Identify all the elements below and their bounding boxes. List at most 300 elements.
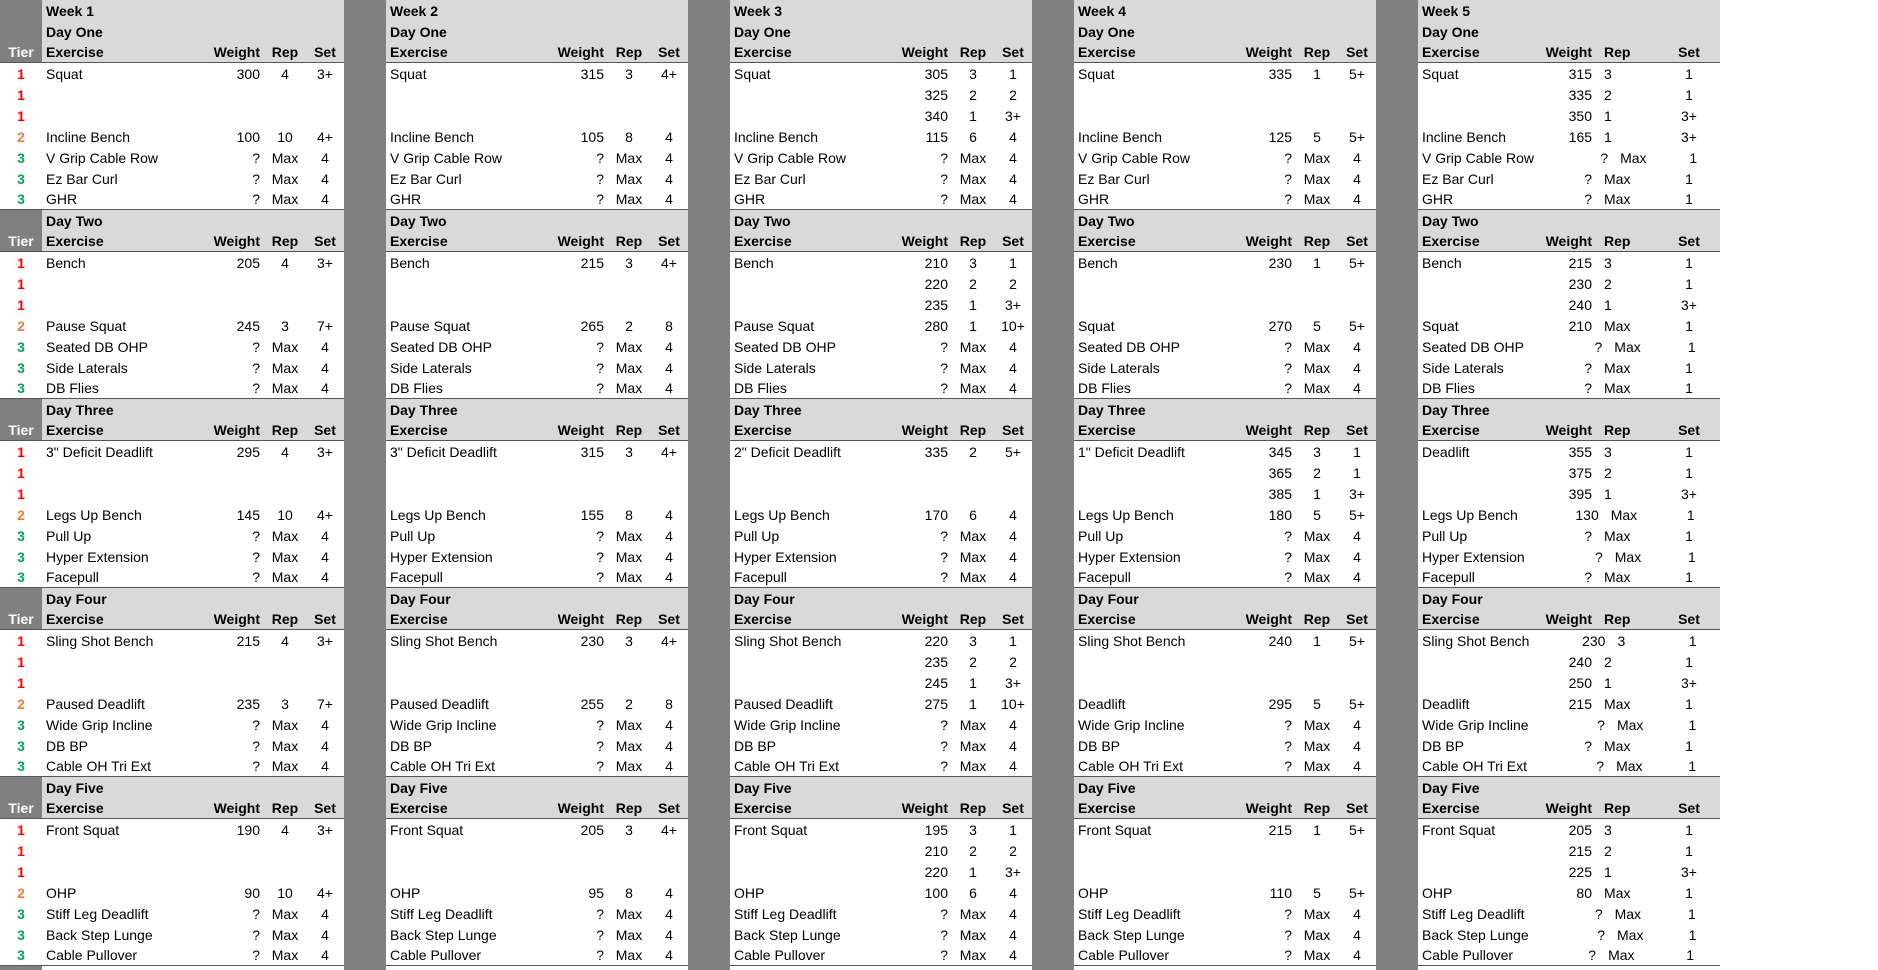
- rep-value: Max: [1604, 191, 1631, 207]
- weight-value: ?: [596, 947, 604, 963]
- rep-value: Max: [271, 170, 299, 187]
- exercise-row: [42, 105, 344, 126]
- exercise-row: [1418, 546, 1720, 567]
- column-header-exercise: Exercise: [46, 422, 104, 438]
- rep-value: 2: [1604, 86, 1612, 103]
- tier-value: 1: [17, 653, 25, 670]
- weight-value: ?: [596, 569, 604, 585]
- day-title: [730, 399, 1032, 420]
- exercise-name: Sling Shot Bench: [390, 632, 498, 649]
- tier-header: Tier: [0, 420, 42, 441]
- set-value: 4: [321, 716, 329, 733]
- exercise-row: [1074, 630, 1376, 651]
- tier-value: 1: [17, 485, 25, 502]
- week-title-text: Week 3: [734, 2, 782, 19]
- tier-cell: [0, 252, 42, 273]
- weight-value: 210: [1568, 317, 1592, 334]
- set-value: 4+: [317, 128, 333, 145]
- rep-value: Max: [959, 569, 987, 585]
- tier-cell: [0, 756, 42, 777]
- exercise-row: [1074, 168, 1376, 189]
- day-title-text: Day Two: [46, 212, 103, 229]
- set-value: 1: [1688, 716, 1697, 733]
- set-value: 5+: [1349, 632, 1365, 649]
- exercise-name: Hyper Extension: [1078, 548, 1181, 565]
- exercise-name: V Grip Cable Row: [1078, 149, 1191, 166]
- rep-value: 3: [969, 65, 977, 82]
- day-title-text: Day Five: [390, 779, 448, 796]
- weight-value: 295: [1268, 695, 1292, 712]
- exercise-name: Hyper Extension: [1422, 548, 1525, 565]
- exercise-row: [730, 252, 1032, 273]
- exercise-name: Deadlift: [1422, 443, 1470, 460]
- exercise-row: [1074, 378, 1376, 399]
- column-header-weight: Weight: [213, 233, 260, 249]
- column-header-rep: Rep: [959, 233, 987, 249]
- weight-value: 205: [580, 821, 604, 838]
- set-value: 4: [1353, 947, 1361, 963]
- weight-value: ?: [940, 149, 948, 166]
- weight-value: ?: [1284, 947, 1292, 963]
- exercise-row: [386, 357, 688, 378]
- rep-value: Max: [959, 905, 987, 922]
- set-value: 4+: [661, 65, 677, 82]
- column-header-row: [1418, 609, 1720, 630]
- set-value: 4: [1009, 380, 1017, 396]
- rep-value: 2: [1604, 653, 1612, 670]
- column-header-weight: Weight: [557, 44, 604, 60]
- exercise-row: [42, 252, 344, 273]
- weight-value: ?: [252, 926, 260, 943]
- column-header-weight: Weight: [1245, 611, 1292, 627]
- set-value: 1: [1353, 464, 1361, 481]
- week-separator: [344, 0, 386, 970]
- exercise-row: [386, 924, 688, 945]
- column-header-rep: Rep: [615, 611, 643, 627]
- weight-value: 230: [1582, 632, 1606, 649]
- set-value: 2: [1009, 842, 1017, 859]
- rep-value: Max: [1303, 191, 1331, 207]
- rep-value: Max: [1303, 947, 1331, 963]
- rep-value: Max: [1604, 170, 1631, 187]
- exercise-row: [386, 840, 688, 861]
- rep-value: 3: [969, 632, 977, 649]
- exercise-name: Front Squat: [1078, 821, 1152, 838]
- rep-value: 6: [969, 884, 977, 901]
- set-value: 4: [1353, 149, 1361, 166]
- exercise-row: [42, 714, 344, 735]
- exercise-row: [730, 357, 1032, 378]
- exercise-name: Pull Up: [1422, 527, 1468, 544]
- exercise-name: Wide Grip Incline: [1078, 716, 1185, 733]
- weight-value: ?: [1584, 527, 1592, 544]
- weight-value: 80: [1576, 884, 1592, 901]
- column-header-weight: Weight: [901, 611, 948, 627]
- weight-value: ?: [940, 170, 948, 187]
- column-header-weight: Weight: [557, 611, 604, 627]
- exercise-row: [1074, 252, 1376, 273]
- weight-value: ?: [596, 170, 604, 187]
- column-header-exercise: Exercise: [390, 44, 448, 60]
- column-header-exercise: Exercise: [1422, 44, 1480, 60]
- column-header-exercise: Exercise: [734, 44, 792, 60]
- set-value: 1: [1685, 86, 1693, 103]
- column-header-exercise: Exercise: [46, 44, 104, 60]
- weight-value: ?: [596, 758, 604, 774]
- tier-blank: [0, 0, 42, 21]
- set-value: 5+: [1349, 65, 1365, 82]
- exercise-name: Paused Deadlift: [46, 695, 145, 712]
- tier-value: 1: [17, 863, 25, 880]
- exercise-name: 2" Deficit Deadlift: [734, 443, 841, 460]
- exercise-row: [386, 441, 688, 462]
- weight-value: 230: [1268, 254, 1292, 271]
- weight-value: 300: [236, 65, 260, 82]
- column-header-set: Set: [658, 44, 680, 60]
- rep-value: 2: [1604, 275, 1612, 292]
- set-value: 1: [1685, 842, 1693, 859]
- weight-value: ?: [940, 338, 948, 355]
- weight-value: ?: [1588, 947, 1597, 963]
- weight-value: 250: [1568, 674, 1592, 691]
- weight-value: 295: [236, 443, 260, 460]
- exercise-name: DB BP: [734, 737, 777, 754]
- weight-value: ?: [252, 170, 260, 187]
- column-header-row: [42, 798, 344, 819]
- exercise-row: [730, 882, 1032, 903]
- weight-value: 215: [1568, 254, 1592, 271]
- exercise-name: DB BP: [390, 737, 433, 754]
- rep-value: 5: [1313, 317, 1321, 334]
- weight-value: 215: [1568, 695, 1592, 712]
- exercise-row: [386, 567, 688, 588]
- exercise-name: DB Flies: [734, 380, 787, 396]
- set-value: 2: [1009, 653, 1017, 670]
- weight-value: ?: [1584, 380, 1592, 396]
- tier-cell: [0, 126, 42, 147]
- weight-value: 375: [1568, 464, 1592, 481]
- column-header-weight: Weight: [557, 422, 604, 438]
- rep-value: Max: [271, 380, 299, 396]
- exercise-row: [386, 630, 688, 651]
- set-value: 4: [321, 149, 329, 166]
- exercise-row: [386, 651, 688, 672]
- day-title: [386, 21, 688, 42]
- column-header-row: [386, 798, 688, 819]
- exercise-name: Front Squat: [46, 821, 120, 838]
- tier-blank: [0, 777, 42, 798]
- exercise-row: [1074, 84, 1376, 105]
- exercise-row: [386, 714, 688, 735]
- exercise-name: V Grip Cable Row: [390, 149, 503, 166]
- exercise-name: Sling Shot Bench: [1078, 632, 1186, 649]
- exercise-row: [1418, 273, 1720, 294]
- weight-value: 315: [580, 65, 604, 82]
- set-value: 1: [1685, 737, 1693, 754]
- exercise-row: [1418, 756, 1720, 777]
- exercise-row: [386, 546, 688, 567]
- set-value: 1: [1686, 947, 1694, 963]
- weight-value: ?: [252, 716, 260, 733]
- set-value: 1: [1687, 905, 1696, 922]
- exercise-row: [42, 903, 344, 924]
- exercise-row: [730, 840, 1032, 861]
- weight-value: ?: [596, 905, 604, 922]
- column-header-row: [1418, 42, 1720, 63]
- exercise-name: Facepull: [1422, 569, 1475, 585]
- set-value: 4: [1009, 758, 1017, 774]
- day-title-text: Day Three: [734, 401, 802, 418]
- column-header-set: Set: [314, 611, 336, 627]
- column-header-weight: Weight: [1545, 233, 1592, 249]
- tier-cell: [0, 483, 42, 504]
- column-header-row: [1074, 42, 1376, 63]
- set-value: 1: [1685, 653, 1693, 670]
- set-value: 1: [1685, 464, 1693, 481]
- rep-value: 5: [1313, 695, 1321, 712]
- exercise-row: [386, 735, 688, 756]
- tier-cell: [0, 441, 42, 462]
- weight-value: 275: [924, 695, 948, 712]
- set-value: 1: [1009, 254, 1017, 271]
- tier-value: 1: [17, 86, 25, 103]
- exercise-row: [1418, 126, 1720, 147]
- rep-value: 5: [1313, 128, 1321, 145]
- set-value: 4: [1353, 737, 1361, 754]
- column-header-exercise: Exercise: [46, 233, 104, 249]
- tier-cell: [0, 462, 42, 483]
- day-title: [42, 21, 344, 42]
- exercise-name: Stiff Leg Deadlift: [1078, 905, 1181, 922]
- tier-value: 3: [17, 905, 25, 922]
- weight-value: ?: [940, 758, 948, 774]
- exercise-name: Back Step Lunge: [390, 926, 497, 943]
- exercise-row: [1418, 147, 1720, 168]
- tier-cell: [0, 903, 42, 924]
- set-value: 3+: [317, 632, 333, 649]
- exercise-row: [730, 378, 1032, 399]
- rep-value: 4: [281, 632, 289, 649]
- exercise-row: [386, 945, 688, 966]
- rep-value: Max: [959, 191, 987, 207]
- set-value: 4: [321, 926, 329, 943]
- exercise-row: [1418, 189, 1720, 210]
- weight-value: ?: [940, 905, 948, 922]
- column-header-rep: Rep: [271, 233, 299, 249]
- column-header-set: Set: [1346, 800, 1368, 816]
- column-header-set: Set: [1002, 611, 1024, 627]
- column-header-weight: Weight: [901, 422, 948, 438]
- tier-cell: [0, 672, 42, 693]
- set-value: 4: [665, 569, 673, 585]
- rep-value: Max: [271, 338, 299, 355]
- exercise-name: Pause Squat: [390, 317, 471, 334]
- weight-value: 170: [924, 506, 948, 523]
- set-value: 4: [1353, 191, 1361, 207]
- weight-value: ?: [1284, 359, 1292, 376]
- weight-value: ?: [252, 758, 260, 774]
- exercise-row: [42, 462, 344, 483]
- weight-value: ?: [1284, 737, 1292, 754]
- exercise-row: [1418, 693, 1720, 714]
- weight-value: ?: [596, 149, 604, 166]
- exercise-name: Back Step Lunge: [734, 926, 841, 943]
- set-value: 4: [665, 548, 673, 565]
- set-value: 8: [665, 695, 673, 712]
- set-value: 4+: [317, 884, 333, 901]
- column-header-set: Set: [1678, 44, 1700, 60]
- rep-value: Max: [1617, 926, 1644, 943]
- set-value: 4: [1009, 191, 1017, 207]
- exercise-name: Back Step Lunge: [1422, 926, 1529, 943]
- exercise-row: [1074, 147, 1376, 168]
- exercise-row: [1074, 294, 1376, 315]
- exercise-row: [42, 273, 344, 294]
- rep-value: Max: [959, 548, 987, 565]
- rep-value: Max: [271, 737, 299, 754]
- column-header-exercise: Exercise: [1078, 233, 1136, 249]
- exercise-row: [730, 567, 1032, 588]
- set-value: 4: [665, 380, 673, 396]
- tier-header: Tier: [0, 42, 42, 63]
- tier-column: [0, 0, 42, 970]
- weight-value: ?: [1284, 191, 1292, 207]
- set-value: 4: [321, 569, 329, 585]
- column-header-exercise: Exercise: [1422, 422, 1480, 438]
- exercise-name: Cable Pullover: [1078, 947, 1170, 963]
- exercise-row: [1418, 378, 1720, 399]
- tier-cell: [0, 189, 42, 210]
- set-value: 2: [1009, 275, 1017, 292]
- tier-cell: [0, 63, 42, 84]
- rep-value: Max: [1616, 758, 1643, 774]
- day-title: [1418, 21, 1720, 42]
- set-value: 1: [1009, 821, 1017, 838]
- tier-value: 1: [17, 296, 25, 313]
- exercise-row: [42, 357, 344, 378]
- weight-value: ?: [940, 569, 948, 585]
- column-header-weight: Weight: [901, 44, 948, 60]
- exercise-name: Legs Up Bench: [390, 506, 486, 523]
- column-header-weight: Weight: [1245, 44, 1292, 60]
- rep-value: 4: [281, 821, 289, 838]
- column-header-exercise: Exercise: [1422, 800, 1480, 816]
- weight-value: 100: [924, 884, 948, 901]
- exercise-name: Paused Deadlift: [390, 695, 489, 712]
- tier-value: 3: [17, 149, 25, 166]
- weight-value: ?: [252, 149, 260, 166]
- exercise-row: [1074, 840, 1376, 861]
- weight-value: 105: [580, 128, 604, 145]
- exercise-name: V Grip Cable Row: [734, 149, 847, 166]
- exercise-row: [386, 294, 688, 315]
- exercise-row: [1074, 672, 1376, 693]
- column-header-weight: Weight: [1545, 44, 1592, 60]
- rep-value: 2: [1313, 464, 1321, 481]
- column-header-row: [730, 231, 1032, 252]
- tier-cell: [0, 861, 42, 882]
- set-value: 1: [1353, 443, 1361, 460]
- tier-value: 3: [17, 380, 25, 396]
- set-value: 4: [321, 737, 329, 754]
- tier-cell: [0, 105, 42, 126]
- tier-value: 3: [17, 737, 25, 754]
- exercise-name: Deadlift: [1422, 695, 1470, 712]
- rep-value: 8: [625, 506, 633, 523]
- set-value: 4: [1353, 905, 1361, 922]
- exercise-row: [386, 483, 688, 504]
- weight-value: ?: [940, 191, 948, 207]
- week-2-column: [386, 0, 688, 970]
- tier-cell: [0, 924, 42, 945]
- rep-value: 1: [1604, 296, 1612, 313]
- day-title-text: Day Two: [734, 212, 791, 229]
- tier-value: 2: [17, 695, 25, 712]
- rep-value: Max: [615, 947, 643, 963]
- tier-cell: [0, 378, 42, 399]
- exercise-row: [42, 84, 344, 105]
- set-value: 5+: [1349, 506, 1365, 523]
- tier-cell: [0, 294, 42, 315]
- set-value: 4: [321, 191, 329, 207]
- set-value: 5+: [1349, 254, 1365, 271]
- tier-cell: [0, 357, 42, 378]
- exercise-name: Ez Bar Curl: [390, 170, 462, 187]
- exercise-name: Side Laterals: [734, 359, 816, 376]
- column-header-set: Set: [658, 800, 680, 816]
- set-value: 4: [665, 758, 673, 774]
- tier-blank: [0, 21, 42, 42]
- set-value: 4: [321, 548, 329, 565]
- exercise-row: [386, 504, 688, 525]
- week-title: [1074, 0, 1376, 21]
- exercise-row: [1418, 504, 1720, 525]
- set-value: 4: [665, 884, 673, 901]
- tier-value: 1: [17, 65, 25, 82]
- exercise-name: Squat: [390, 65, 427, 82]
- tier-value: 2: [17, 506, 25, 523]
- rep-value: 3: [625, 821, 633, 838]
- tier-cell: [0, 882, 42, 903]
- tier-value: 2: [17, 884, 25, 901]
- weight-value: 335: [1268, 65, 1292, 82]
- rep-value: Max: [271, 716, 299, 733]
- column-header-set: Set: [1678, 611, 1700, 627]
- day-title: [1418, 210, 1720, 231]
- exercise-row: [1074, 693, 1376, 714]
- set-value: 1: [1685, 254, 1693, 271]
- weight-value: 280: [924, 317, 948, 334]
- rep-value: Max: [615, 737, 643, 754]
- rep-value: 1: [1313, 632, 1321, 649]
- exercise-name: Side Laterals: [390, 359, 472, 376]
- column-header-row: [730, 42, 1032, 63]
- exercise-row: [42, 651, 344, 672]
- exercise-name: Seated DB OHP: [734, 338, 836, 355]
- column-header-row: [386, 420, 688, 441]
- exercise-name: OHP: [734, 884, 765, 901]
- exercise-row: [386, 105, 688, 126]
- rep-value: Max: [271, 191, 299, 207]
- tier-cell: [0, 819, 42, 840]
- set-value: 1: [1686, 506, 1695, 523]
- column-header-exercise: Exercise: [1422, 233, 1480, 249]
- week-title-text: Week 5: [1422, 2, 1470, 19]
- day-title-text: Day One: [46, 23, 103, 40]
- week-separator: [688, 0, 730, 970]
- weight-value: 205: [236, 254, 260, 271]
- set-value: 1: [1688, 758, 1697, 774]
